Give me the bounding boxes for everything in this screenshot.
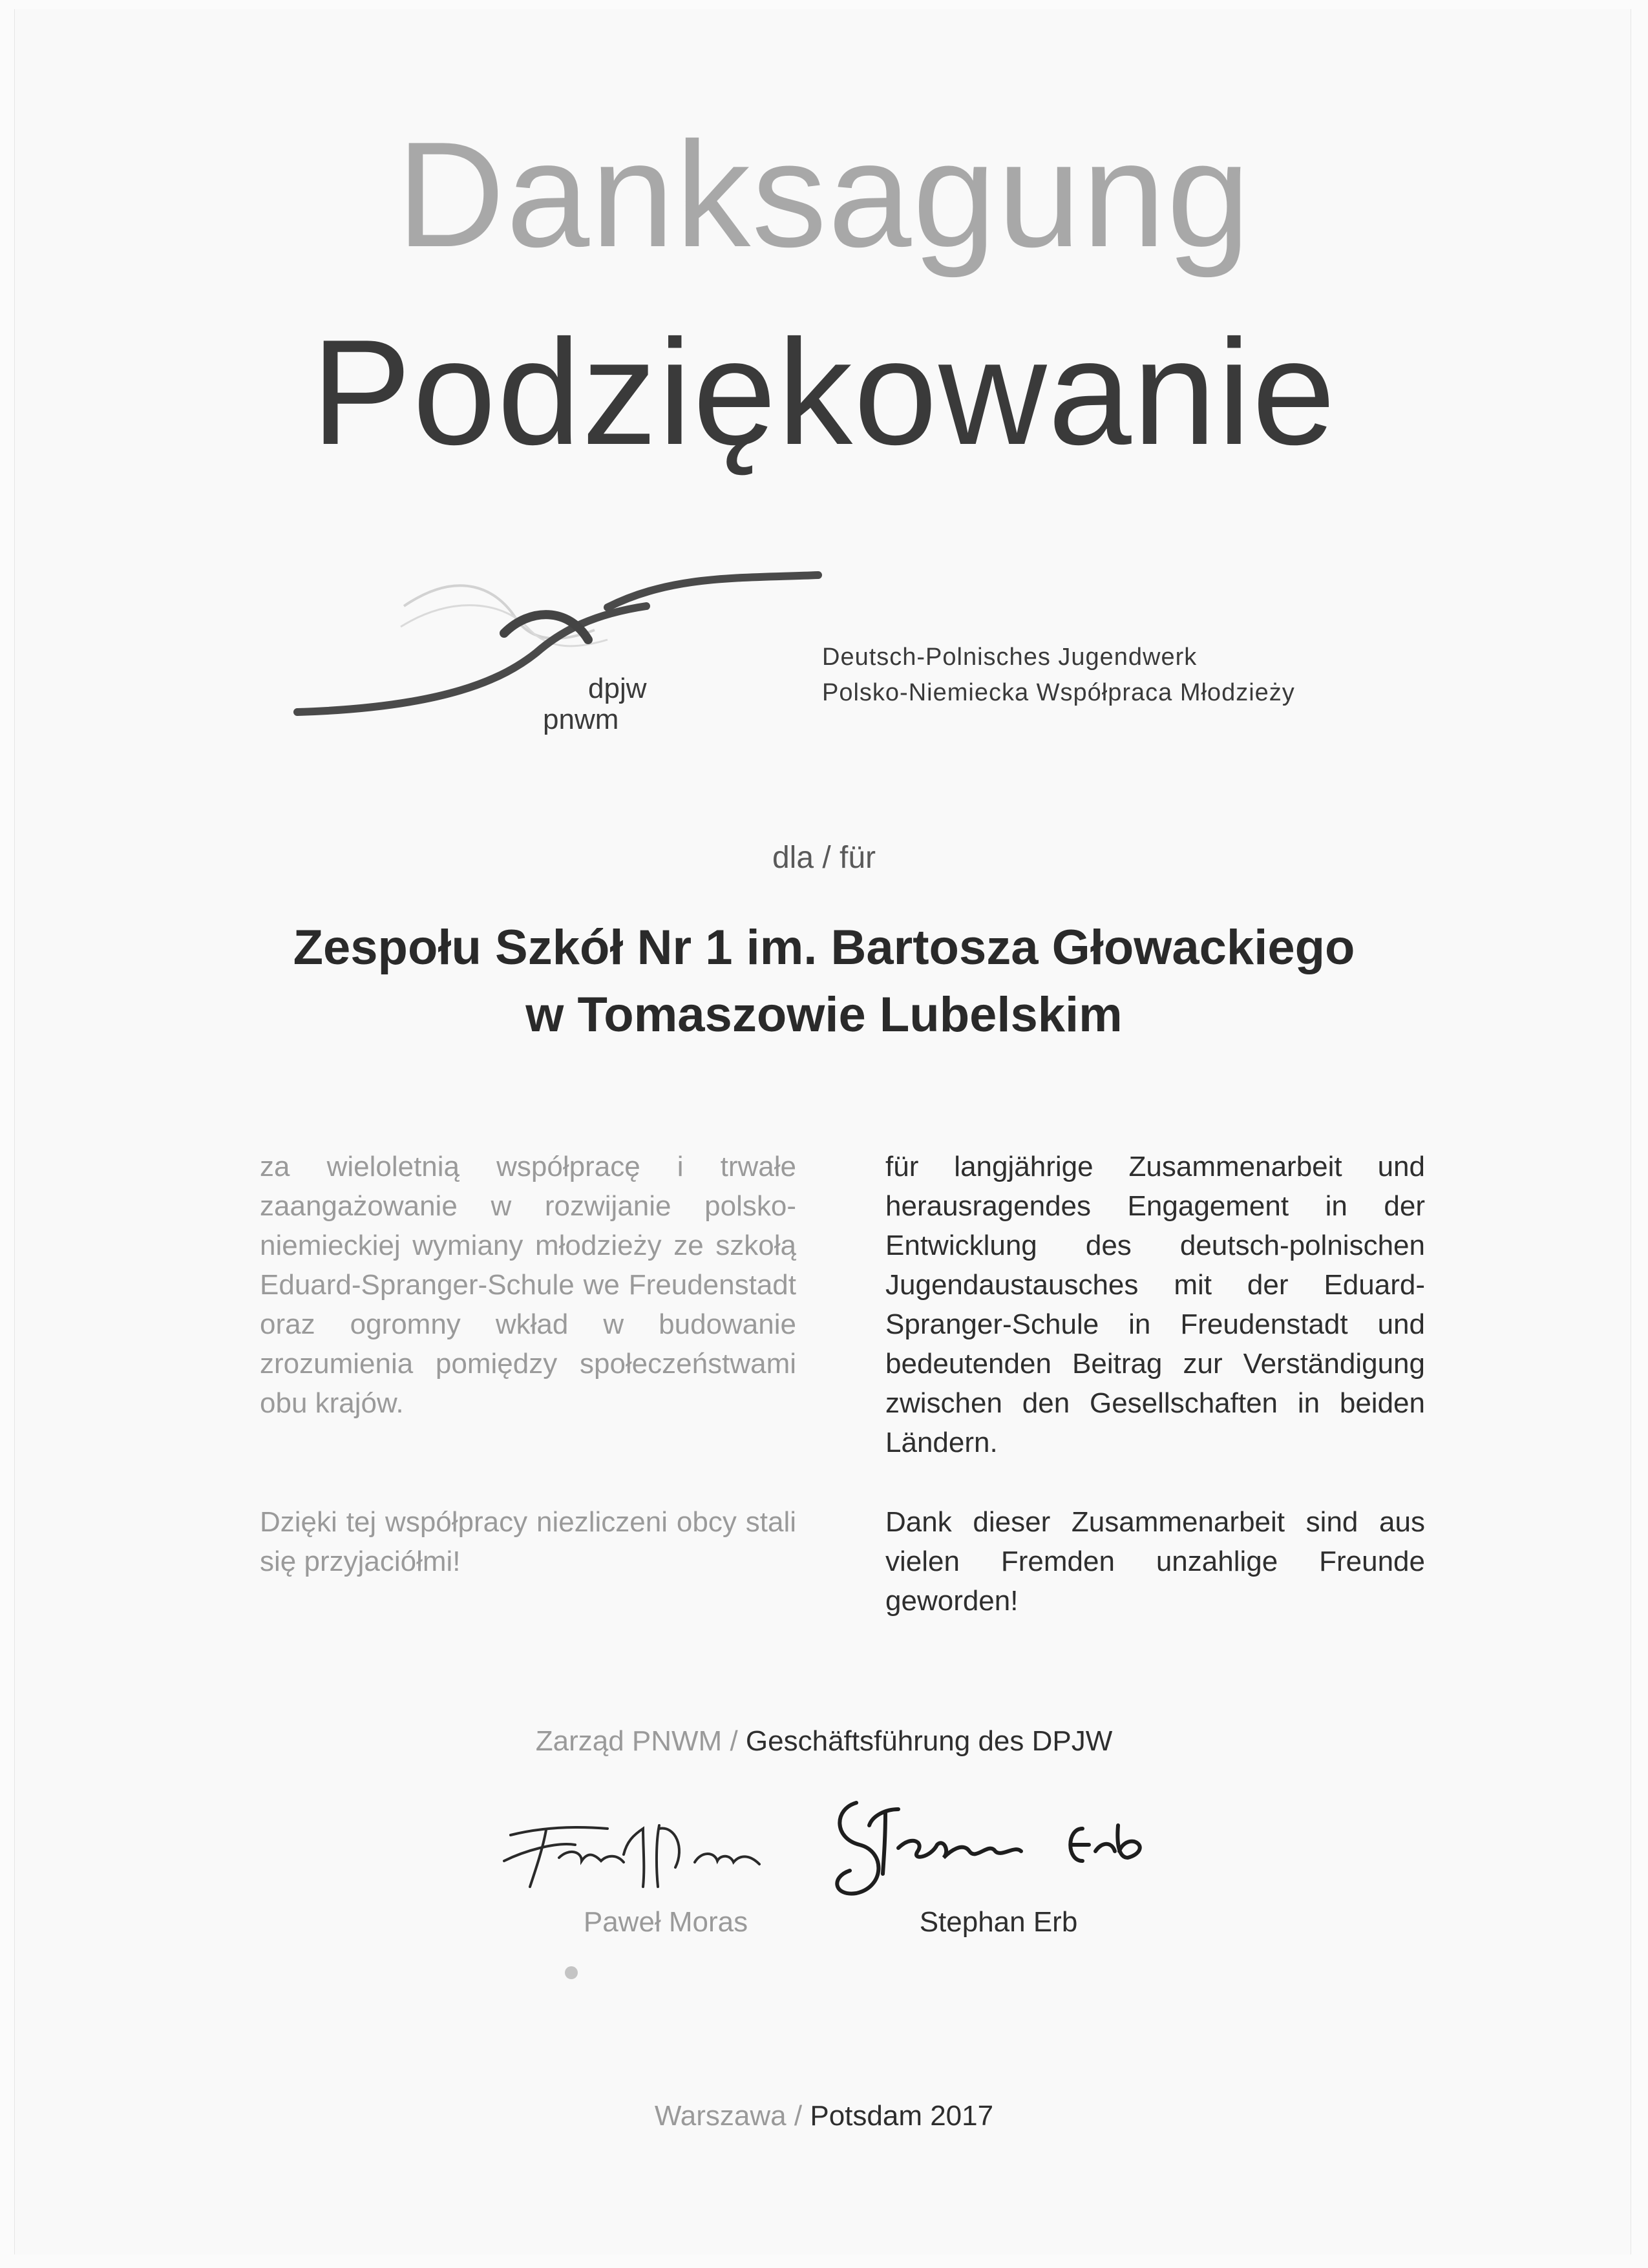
board-label-de: Geschäftsführung des DPJW <box>745 1725 1113 1757</box>
recipient-line-2: w Tomaszowie Lubelskim <box>525 987 1123 1042</box>
body-german-text-2: Dank dieser Zusammenarbeit sind aus vielen Fremden unzahlige Freunde geworden! <box>885 1506 1425 1617</box>
board-separator: / <box>722 1725 746 1757</box>
body-polish-text-1: za wieloletnią współpracę i trwałe zaangażowanie w rozwijanie polsko-niemieckiej wymiany młodzieży ze szkołą Eduard-Spranger-Schule we Freudenstadt oraz ogromny wkład w budowanie zrozumienia pomiędzy społeczeństwami obu krajów. <box>260 1151 796 1419</box>
title-german: Danksagung <box>396 111 1252 278</box>
dpjw-pnwm-wave-logo-icon <box>284 569 827 750</box>
signature-stephan-erb-icon <box>837 1803 1139 1894</box>
signer-name-2: Stephan Erb <box>919 1906 1078 1938</box>
signature-pawel-moras-icon <box>504 1825 759 1887</box>
body-polish-paragraph-1 <box>260 1147 796 1423</box>
place-de-year: Potsdam 2017 <box>810 2100 994 2132</box>
for-label: dla / für <box>772 841 876 875</box>
body-german-text-1: für langjährige Zusammenarbeit und herausragendes Engagement in der Entwicklung des deutsch-polnischen Jugendaustausches mit der Eduard-Spranger-Schule in Freudenstadt und bedeutenden Beitrag zur Verständigung zwischen den Gesellschaften in beiden Ländern. <box>885 1151 1425 1458</box>
body-polish-paragraph-2 <box>260 1502 796 1581</box>
scan-dot <box>565 1966 578 1979</box>
place-separator: / <box>786 2100 810 2132</box>
board-label <box>0 1725 1648 1758</box>
body-german-paragraph-2 <box>885 1502 1425 1621</box>
board-label-pl: Zarząd PNWM <box>535 1725 723 1757</box>
logo-text-dpjw: dpjw <box>588 673 647 704</box>
body-polish-text-2: Dzięki tej współpracy niezliczeni obcy stali się przyjaciółmi! <box>260 1506 796 1577</box>
place-pl: Warszawa <box>654 2100 787 2132</box>
recipient-name <box>0 914 1648 1049</box>
organization-name-de: Deutsch-Polnisches Jugendwerk <box>822 644 1198 671</box>
signatures-icon <box>498 1790 1183 1913</box>
body-german-paragraph-1 <box>885 1147 1425 1462</box>
organization-names <box>822 640 1295 711</box>
recipient-line-1: Zespołu Szkół Nr 1 im. Bartosza Głowackiego <box>293 920 1355 975</box>
signer-name-1: Paweł Moras <box>583 1906 748 1938</box>
organization-name-pl: Polsko-Niemiecka Współpraca Młodzieży <box>822 679 1295 706</box>
logo-text-pnwm: pnwm <box>543 704 619 735</box>
title-polish: Podziękowanie <box>311 309 1337 476</box>
place-and-year <box>0 2100 1648 2132</box>
